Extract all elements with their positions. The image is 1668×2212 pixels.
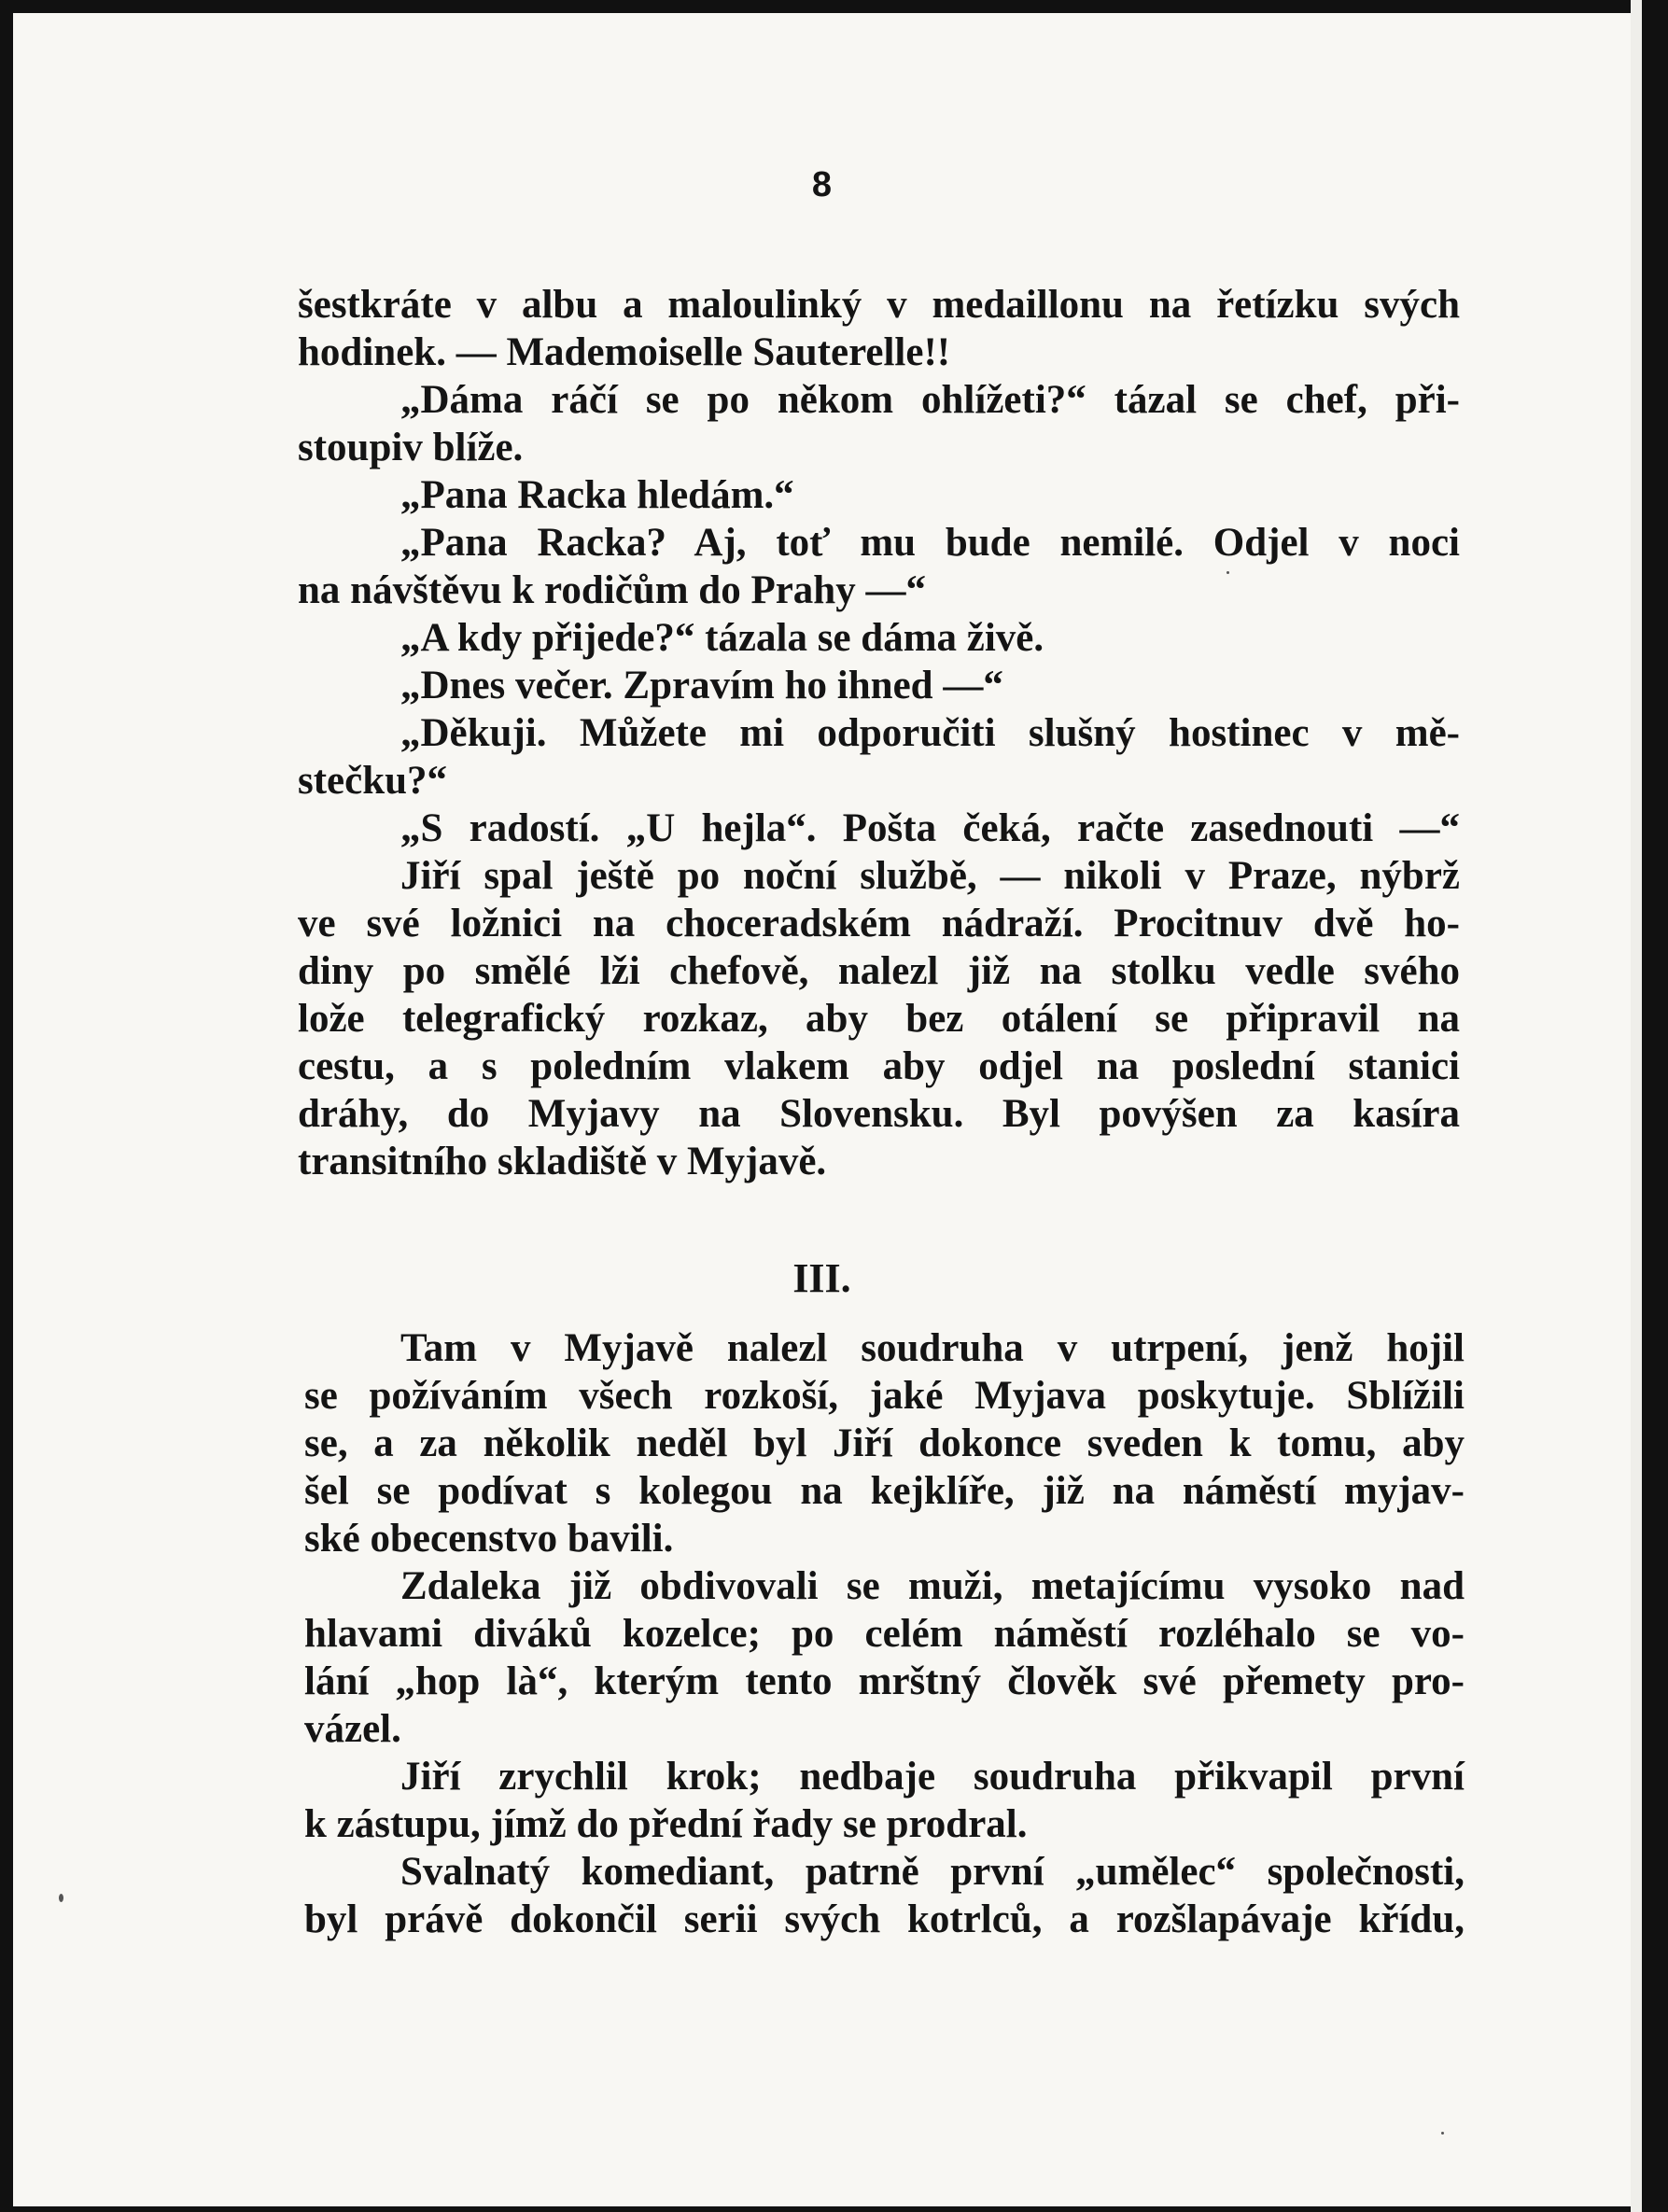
text-line: Jiří spal ještě po noční službě, — nikoli v Praze, nýbrž	[400, 854, 1460, 898]
book-page	[13, 13, 1631, 2206]
text-line: šestkráte v albu a maloulinký v medaillonu na řetízku svých	[298, 283, 1460, 327]
text-line: „S radostí. „U hejla“. Pošta čeká, račte zasednouti —“	[400, 806, 1460, 850]
text-line: ve své ložnici na choceradském nádraží. Procitnuv dvě ho-	[298, 902, 1460, 945]
text-line: se, a za několik neděl byl Jiří dokonce sveden k tomu, aby	[304, 1421, 1465, 1465]
paper-speck	[1441, 2132, 1444, 2135]
text-line: hlavami diváků kozelce; po celém náměstí rozléhalo se vo-	[304, 1612, 1465, 1656]
text-line: hodinek. — Mademoiselle Sauterelle!!	[298, 330, 951, 374]
paper-speck	[59, 1894, 63, 1902]
paper-speck	[1226, 571, 1229, 574]
text-line: Jiří zrychlil krok; nedbaje soudruha přikvapil první	[400, 1755, 1465, 1799]
text-line: vázel.	[304, 1707, 401, 1751]
text-line: stečku?“	[298, 759, 448, 803]
text-line: stoupiv blíže.	[298, 426, 524, 469]
text-line: šel se podívat s kolegou na kejklíře, již na náměstí myjav-	[304, 1469, 1465, 1513]
text-line: lání „hop là“, kterým tento mrštný člověk své přemety pro-	[304, 1659, 1465, 1703]
text-block-2	[13, 13, 1631, 2206]
text-line: Tam v Myjavě nalezl soudruha v utrpení, jenž hojil	[400, 1326, 1465, 1370]
text-line: „Pana Racka? Aj, toť mu bude nemilé. Odjel v noci	[400, 521, 1460, 565]
text-line: se požíváním všech rozkoší, jaké Myjava poskytuje. Sblížili	[304, 1374, 1465, 1418]
text-line: dráhy, do Myjavy na Slovensku. Byl povýšen za kasíra	[298, 1092, 1460, 1136]
text-line: lože telegrafický rozkaz, aby bez otálení se připravil na	[298, 997, 1460, 1041]
text-line: „Pana Racka hledám.“	[400, 473, 794, 517]
text-line: „Dáma ráčí se po někom ohlížeti?“ tázal se chef, při-	[400, 378, 1460, 422]
text-line: Svalnatý komediant, patrně první „umělec“ společnosti,	[400, 1850, 1465, 1894]
text-line: „Dnes večer. Zpravím ho ihned —“	[400, 664, 1003, 707]
section-heading: III.	[792, 1255, 851, 1301]
text-line: „A kdy přijede?“ tázala se dáma živě.	[400, 616, 1044, 660]
page-number: 8	[811, 165, 833, 204]
text-line: ské obecenstvo bavili.	[304, 1517, 674, 1561]
text-line: „Děkuji. Můžete mi odporučiti slušný hostinec v mě-	[400, 711, 1460, 755]
text-line: na návštěvu k rodičům do Prahy —“	[298, 568, 926, 612]
text-line: cestu, a s poledním vlakem aby odjel na poslední stanici	[298, 1044, 1460, 1088]
text-line: k zástupu, jímž do přední řady se prodral.	[304, 1802, 1028, 1846]
text-line: transitního skladiště v Myjavě.	[298, 1140, 827, 1183]
text-line: diny po smělé lži chefově, nalezl již na stolku vedle svého	[298, 949, 1460, 993]
page-edge	[1631, 0, 1642, 2212]
text-line: byl právě dokončil serii svých kotrlců, a rozšlapávaje křídu,	[304, 1897, 1465, 1941]
text-line: Zdaleka již obdivovali se muži, metajícímu vysoko nad	[400, 1564, 1465, 1608]
